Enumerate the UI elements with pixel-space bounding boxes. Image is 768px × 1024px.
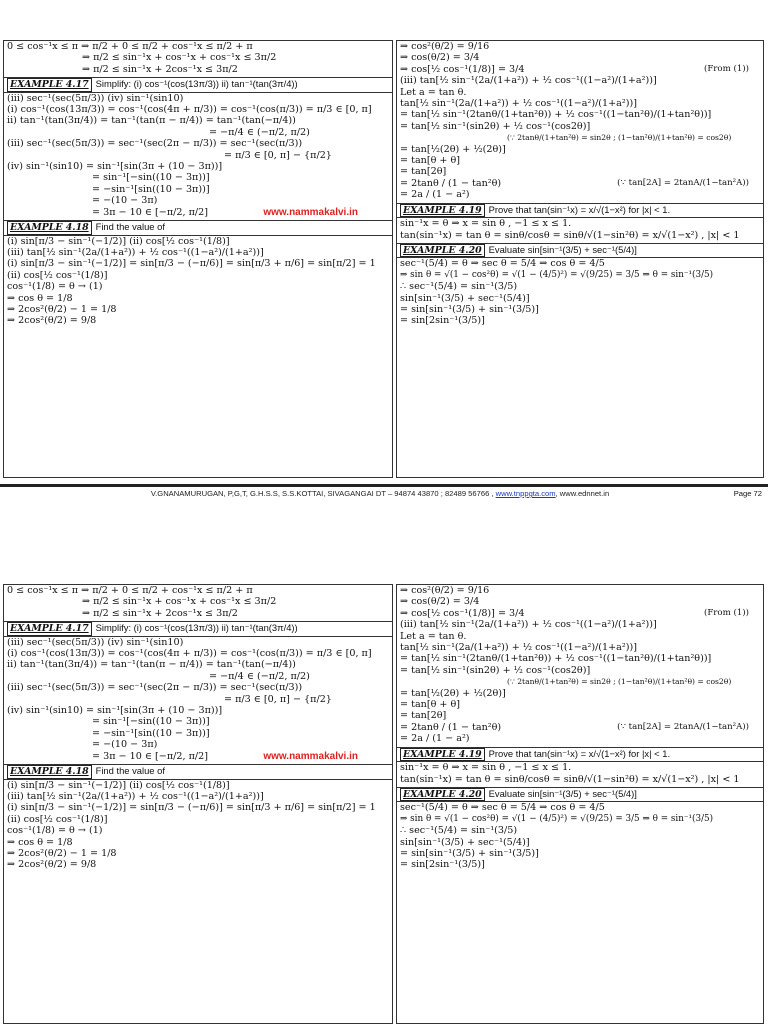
math-line bbox=[397, 64, 763, 75]
example-tag: EXAMPLE 4.17 bbox=[7, 622, 92, 635]
math-line: = −sin⁻¹[sin((10 − 3π))] bbox=[92, 727, 210, 739]
math-line: = −(10 − 3π) bbox=[92, 195, 158, 207]
math-line: = tan[½ sin⁻¹(sin2θ) + ½ cos⁻¹(cos2θ)] bbox=[400, 664, 591, 676]
page-number: Page 72 bbox=[733, 489, 762, 498]
watermark-link[interactable]: www.nammakalvi.in bbox=[263, 206, 358, 218]
math-line: ⇒ cos θ = 1/8 bbox=[7, 292, 73, 304]
math-line: (ii) cos[½ cos⁻¹(1/8)] bbox=[7, 269, 108, 281]
math-line: = −π/4 ∈ (−π/2, π/2) bbox=[209, 126, 310, 138]
math-line: ii) tan⁻¹(tan(3π/4)) = tan⁻¹(tan(π − π/4)) = tan⁻¹(tan(−π/4)) bbox=[7, 115, 296, 127]
math-line: sec⁻¹(5/4) = θ ⇒ sec θ = 5/4 ⇒ cos θ = 4/5 bbox=[400, 258, 605, 270]
math-line: = tan[2θ] bbox=[400, 710, 447, 722]
intro-line: ⇒ π/2 ≤ sin⁻¹x + 2cos⁻¹x ≤ 3π/2 bbox=[82, 607, 238, 619]
math-line: = tan[2θ] bbox=[400, 166, 447, 178]
math-line: ⇒ cos(θ/2) = 3/4 bbox=[400, 596, 480, 608]
example-header-4-18 bbox=[4, 220, 392, 235]
intro-line: ⇒ π/2 ≤ sin⁻¹x + cos⁻¹x + cos⁻¹x ≤ 3π/2 bbox=[82, 596, 277, 608]
example-header-4-20 bbox=[397, 787, 763, 802]
example-header-4-20 bbox=[397, 243, 763, 258]
example-tag: EXAMPLE 4.20 bbox=[400, 244, 485, 257]
side-note: (From (1)) bbox=[703, 607, 749, 618]
math-text: = 3π − 10 ∈ [−π/2, π/2] bbox=[92, 750, 208, 762]
math-line: cos⁻¹(1/8) = θ → (1) bbox=[7, 825, 103, 837]
math-line: = −(10 − 3π) bbox=[92, 739, 158, 751]
example-tag: EXAMPLE 4.19 bbox=[400, 204, 485, 217]
example-header-4-17 bbox=[4, 77, 392, 92]
math-line: (i) sin[π/3 − sin⁻¹(−1/2)] (ii) cos[½ cos⁻¹(1/8)] bbox=[7, 779, 230, 791]
math-line: tan(sin⁻¹x) = tan θ = sinθ/cosθ = sinθ/√(1−sin²θ) = x/√(1−x²) , |x| < 1 bbox=[400, 229, 740, 241]
math-line: (ii) cos[½ cos⁻¹(1/8)] bbox=[7, 813, 108, 825]
math-line: ⇒ 2cos²(θ/2) = 9/8 bbox=[7, 315, 97, 327]
example-header-4-19 bbox=[397, 747, 763, 762]
math-line: (iv) sin⁻¹(sin10) = sin⁻¹[sin(3π + (10 − 3π))] bbox=[7, 705, 223, 717]
intro-line: ⇒ π/2 ≤ sin⁻¹x + cos⁻¹x + cos⁻¹x ≤ 3π/2 bbox=[82, 52, 277, 64]
example-tag: EXAMPLE 4.17 bbox=[7, 78, 92, 91]
math-line: tan(sin⁻¹x) = tan θ = sinθ/cosθ = sinθ/√(1−sin²θ) = x/√(1−x²) , |x| < 1 bbox=[400, 773, 740, 785]
right-column bbox=[396, 40, 764, 478]
example-header-4-19 bbox=[397, 203, 763, 218]
math-line: = sin[2sin⁻¹(3/5)] bbox=[400, 859, 485, 871]
math-line: = sin⁻¹[−sin((10 − 3π))] bbox=[92, 716, 210, 728]
math-text: ⇒ cos[½ cos⁻¹(1/8)] = 3/4 bbox=[400, 63, 525, 75]
example-title: Simplify: (i) cos⁻¹(cos(13π/3)) ii) tan⁻¹(tan(3π/4)) bbox=[95, 622, 298, 634]
math-text: ⇒ cos[½ cos⁻¹(1/8)] = 3/4 bbox=[400, 607, 525, 619]
math-line: ⇒ 2cos²(θ/2) = 9/8 bbox=[7, 859, 97, 871]
math-line: sin⁻¹x = θ ⇒ x = sin θ , −1 ≤ x ≤ 1. bbox=[400, 218, 572, 230]
math-line: = tan[½ sin⁻¹(2tanθ/(1+tan²θ)) + ½ cos⁻¹((1−tan²θ)/(1+tan²θ))] bbox=[400, 653, 712, 665]
example-tag: EXAMPLE 4.19 bbox=[400, 748, 485, 761]
math-line: ∴ sec⁻¹(5/4) = sin⁻¹(3/5) bbox=[400, 281, 518, 293]
math-line: = tan[θ + θ] bbox=[400, 699, 461, 711]
math-line: = tan[½(2θ) + ½(2θ)] bbox=[400, 143, 506, 155]
example-title: Prove that tan(sin⁻¹x) = x/√(1−x²) for |x| < 1. bbox=[488, 747, 671, 759]
math-line: sin[sin⁻¹(3/5) + sec⁻¹(5/4)] bbox=[400, 836, 530, 848]
math-line: ii) tan⁻¹(tan(3π/4)) = tan⁻¹(tan(π − π/4)) = tan⁻¹(tan(−π/4)) bbox=[7, 659, 296, 671]
math-line: (i) sin[π/3 − sin⁻¹(−1/2)] = sin[π/3 − (−π/6)] = sin[π/3 + π/6] = sin[π/2] = 1 bbox=[7, 258, 376, 270]
math-line bbox=[397, 608, 763, 619]
math-line: (i) cos⁻¹(cos(13π/3)) = cos⁻¹(cos(4π + π/3)) = cos⁻¹(cos(π/3)) = π/3 ∈ [0, π] bbox=[7, 648, 372, 660]
example-title: Evaluate sin[sin⁻¹(3/5) + sec⁻¹(5/4)] bbox=[488, 243, 637, 255]
math-line: (iii) tan[½ sin⁻¹(2a/(1+a²)) + ½ cos⁻¹((1−a²)/(1+a²))] bbox=[400, 75, 657, 87]
math-line: Let a = tan θ. bbox=[400, 630, 467, 642]
math-line: ⇒ cos θ = 1/8 bbox=[7, 836, 73, 848]
math-line bbox=[397, 178, 763, 189]
example-title: Prove that tan(sin⁻¹x) = x/√(1−x²) for |x| < 1. bbox=[488, 203, 671, 215]
right-column bbox=[396, 584, 764, 1024]
math-line: ⇒ sin θ = √(1 − cos²θ) = √(1 − (4/5)²) = √(9/25) = 3/5 ⇒ θ = sin⁻¹(3/5) bbox=[400, 269, 714, 280]
example-title: Evaluate sin[sin⁻¹(3/5) + sec⁻¹(5/4)] bbox=[488, 787, 637, 799]
side-note: (∵ tan[2A] = 2tanA/(1−tan²A)) bbox=[617, 721, 749, 732]
math-line: = −π/4 ∈ (−π/2, π/2) bbox=[209, 670, 310, 682]
side-note: (∵ 2tanθ/(1+tan²θ) = sin2θ ; (1−tan²θ)/(1+tan²θ) = cos2θ) bbox=[507, 133, 732, 143]
side-note: (∵ tan[2A] = 2tanA/(1−tan²A)) bbox=[617, 177, 749, 188]
math-line bbox=[4, 751, 392, 762]
math-line: Let a = tan θ. bbox=[400, 86, 467, 98]
math-line: ⇒ 2cos²(θ/2) − 1 = 1/8 bbox=[7, 847, 117, 859]
math-line: ∴ sec⁻¹(5/4) = sin⁻¹(3/5) bbox=[400, 825, 518, 837]
left-column bbox=[3, 584, 393, 1024]
math-text: = 3π − 10 ∈ [−π/2, π/2] bbox=[92, 206, 208, 218]
math-line: tan[½ sin⁻¹(2a/(1+a²)) + ½ cos⁻¹((1−a²)/(1+a²))] bbox=[400, 642, 637, 654]
example-title: Find the value of bbox=[95, 221, 165, 233]
math-line: = sin[2sin⁻¹(3/5)] bbox=[400, 315, 485, 327]
example-header-4-18 bbox=[4, 764, 392, 779]
math-line: (i) sin[π/3 − sin⁻¹(−1/2)] (ii) cos[½ cos⁻¹(1/8)] bbox=[7, 235, 230, 247]
math-line: = tan[½ sin⁻¹(2tanθ/(1+tan²θ)) + ½ cos⁻¹((1−tan²θ)/(1+tan²θ))] bbox=[400, 109, 712, 121]
page-footer bbox=[0, 478, 768, 500]
math-line: (i) cos⁻¹(cos(13π/3)) = cos⁻¹(cos(4π + π/3)) = cos⁻¹(cos(π/3)) = π/3 ∈ [0, π] bbox=[7, 104, 372, 116]
example-header-4-17 bbox=[4, 621, 392, 636]
math-line: ⇒ cos(θ/2) = 3/4 bbox=[400, 52, 480, 64]
math-line: (iii) tan[½ sin⁻¹(2a/(1+a²)) + ½ cos⁻¹((1−a²)/(1+a²))] bbox=[7, 246, 264, 258]
math-line: (iv) sin⁻¹(sin10) = sin⁻¹[sin(3π + (10 − 3π))] bbox=[7, 161, 223, 173]
footer-rule bbox=[0, 484, 768, 487]
math-line: (iii) tan[½ sin⁻¹(2a/(1+a²)) + ½ cos⁻¹((1−a²)/(1+a²))] bbox=[400, 619, 657, 631]
math-line: = −sin⁻¹[sin((10 − 3π))] bbox=[92, 183, 210, 195]
math-line: = π/3 ∈ [0, π] − {π/2} bbox=[224, 693, 332, 705]
footer-author: V.GNANAMURUGAN, P,G,T, G.H.S.S, S.S.KOTTAI, SIVAGANGAI DT – 94874 43870 ; 82489 56766 , bbox=[150, 489, 496, 498]
left-column bbox=[3, 40, 393, 478]
math-line: = tan[θ + θ] bbox=[400, 155, 461, 167]
intro-line: 0 ≤ cos⁻¹x ≤ π ⇒ π/2 + 0 ≤ π/2 + cos⁻¹x ≤ π/2 + π bbox=[7, 585, 253, 596]
math-line: sin⁻¹x = θ ⇒ x = sin θ , −1 ≤ x ≤ 1. bbox=[400, 762, 572, 774]
math-text: = 2tanθ / (1 − tan²θ) bbox=[400, 721, 502, 733]
math-line: (iii) sec⁻¹(sec(5π/3)) = sec⁻¹(sec(2π − π/3)) = sec⁻¹(sec(π/3)) bbox=[7, 682, 303, 694]
math-line: ⇒ cos²(θ/2) = 9/16 bbox=[400, 585, 490, 596]
math-line: = 2a / (1 − a²) bbox=[400, 189, 470, 201]
math-line: = sin[sin⁻¹(3/5) + sin⁻¹(3/5)] bbox=[400, 303, 539, 315]
footer-text bbox=[0, 489, 760, 498]
math-line: (iii) tan[½ sin⁻¹(2a/(1+a²)) + ½ cos⁻¹((1−a²)/(1+a²))] bbox=[7, 790, 264, 802]
intro-line: 0 ≤ cos⁻¹x ≤ π ⇒ π/2 + 0 ≤ π/2 + cos⁻¹x ≤ π/2 + π bbox=[7, 41, 253, 52]
watermark-link[interactable]: www.nammakalvi.in bbox=[263, 750, 358, 762]
math-line: = 2a / (1 − a²) bbox=[400, 733, 470, 745]
math-line: (iii) sec⁻¹(sec(5π/3)) (iv) sin⁻¹(sin10) bbox=[7, 636, 184, 648]
math-line: (iii) sec⁻¹(sec(5π/3)) = sec⁻¹(sec(2π − π/3)) = sec⁻¹(sec(π/3)) bbox=[7, 138, 303, 150]
page-bottom bbox=[0, 548, 768, 1024]
side-note: (∵ 2tanθ/(1+tan²θ) = sin2θ ; (1−tan²θ)/(1+tan²θ) = cos2θ) bbox=[507, 677, 732, 687]
example-title: Simplify: (i) cos⁻¹(cos(13π/3)) ii) tan⁻¹(tan(3π/4)) bbox=[95, 78, 298, 90]
math-line: sec⁻¹(5/4) = θ ⇒ sec θ = 5/4 ⇒ cos θ = 4/5 bbox=[400, 802, 605, 814]
math-line: tan[½ sin⁻¹(2a/(1+a²)) + ½ cos⁻¹((1−a²)/(1+a²))] bbox=[400, 98, 637, 110]
math-line: (i) sin[π/3 − sin⁻¹(−1/2)] = sin[π/3 − (−π/6)] = sin[π/3 + π/6] = sin[π/2] = 1 bbox=[7, 802, 376, 814]
example-title: Find the value of bbox=[95, 765, 165, 777]
example-tag: EXAMPLE 4.18 bbox=[7, 765, 92, 778]
example-tag: EXAMPLE 4.20 bbox=[400, 788, 485, 801]
math-line: (iii) sec⁻¹(sec(5π/3)) (iv) sin⁻¹(sin10) bbox=[7, 92, 184, 104]
math-line bbox=[4, 207, 392, 218]
math-line: ⇒ cos²(θ/2) = 9/16 bbox=[400, 41, 490, 52]
side-note: (From (1)) bbox=[703, 63, 749, 74]
math-line bbox=[397, 722, 763, 733]
math-line: cos⁻¹(1/8) = θ → (1) bbox=[7, 281, 103, 293]
math-text: = 2tanθ / (1 − tan²θ) bbox=[400, 177, 502, 189]
example-tag: EXAMPLE 4.18 bbox=[7, 221, 92, 234]
math-line: = sin⁻¹[−sin((10 − 3π))] bbox=[92, 172, 210, 184]
footer-link-tnppgta[interactable]: www.tnppgta.com bbox=[495, 489, 556, 498]
intro-line: ⇒ π/2 ≤ sin⁻¹x + 2cos⁻¹x ≤ 3π/2 bbox=[82, 63, 238, 75]
math-line: = tan[½ sin⁻¹(sin2θ) + ½ cos⁻¹(cos2θ)] bbox=[400, 120, 591, 132]
math-line: ⇒ sin θ = √(1 − cos²θ) = √(1 − (4/5)²) = √(9/25) = 3/5 ⇒ θ = sin⁻¹(3/5) bbox=[400, 813, 714, 824]
math-line: sin[sin⁻¹(3/5) + sec⁻¹(5/4)] bbox=[400, 292, 530, 304]
math-line: = π/3 ∈ [0, π] − {π/2} bbox=[224, 149, 332, 161]
footer-link-ednnet[interactable]: , www.ednnet.in bbox=[555, 489, 610, 498]
math-line: = sin[sin⁻¹(3/5) + sin⁻¹(3/5)] bbox=[400, 847, 539, 859]
math-line: = tan[½(2θ) + ½(2θ)] bbox=[400, 687, 506, 699]
math-line: ⇒ 2cos²(θ/2) − 1 = 1/8 bbox=[7, 303, 117, 315]
